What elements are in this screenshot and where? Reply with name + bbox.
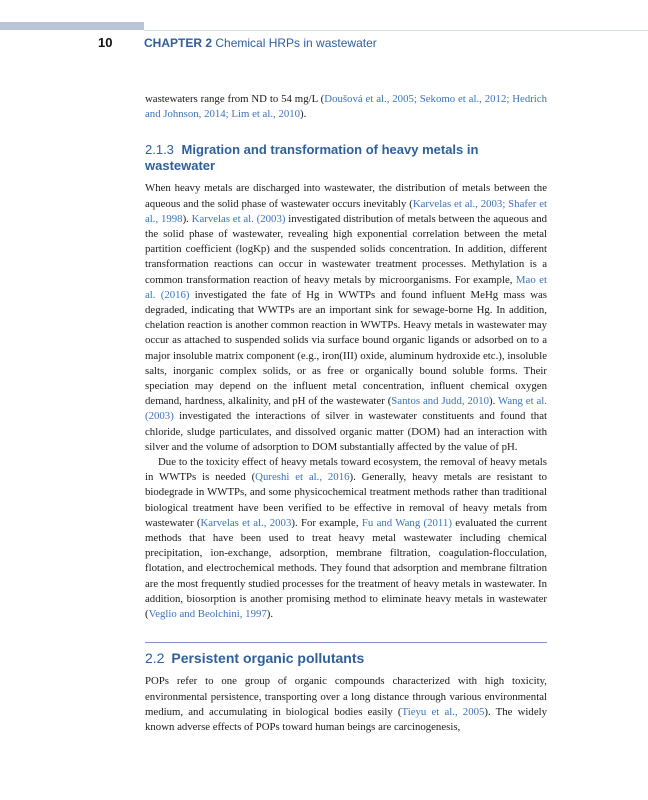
section-heading-2-1-3 (145, 142, 547, 174)
chapter-label: CHAPTER 2 (144, 36, 213, 50)
text-run: ). The widely known adverse effects of POPs toward human beings are carcinogenesis, (145, 705, 548, 733)
header-accent-bar (0, 22, 144, 30)
section-number: 2.1.3 (145, 142, 174, 158)
citation-link[interactable]: Mao et al. (2016) (145, 273, 547, 301)
citation-link[interactable]: Fu and Wang (2011) (361, 516, 452, 529)
text-run: ). For example, (291, 516, 362, 529)
text-run: When heavy metals are discharged into wastewater, the distribution of metals between the aqueous and the solid phase of wastewater occurs inevitably ( (145, 182, 547, 210)
citation-link[interactable]: Veglio and Beolchini, 1997 (148, 608, 267, 621)
page-number: 10 (98, 35, 113, 50)
paragraph (145, 674, 547, 735)
text-run: POPs refer to one group of organic compounds characterized with high toxicity, environmental persistence, transporting over a long distance through various environmental medium, and accumulating in biological bodies easily ( (145, 675, 547, 718)
text-run: investigated distribution of metals between the aqueous and the solid phase of wastewater, revealing high exponential correlation between the metal partition coefficient (logKp) and the suspended solids concentration. In addition, different transformation reactions can occur in wastewater treatment processes. Methylation is a common transformation reaction of heavy metals by microorganisms. For example, (145, 212, 547, 286)
running-head (144, 36, 377, 50)
text-run: investigated the interactions of silver in wastewater constituents and found that chloride, sludge particulates, and dissolved organic matter (DOM) had an interaction with silver and the volume of adsorption to DOM substantially affected by the value of pH. (145, 410, 547, 453)
section-title: Persistent organic pollutants (171, 650, 365, 667)
paragraph (145, 455, 547, 622)
section-title: Migration and transformation of heavy metals in wastewater (145, 142, 479, 174)
text-run: ). (300, 108, 307, 121)
text-run: ). (266, 608, 274, 621)
text-run: ). (489, 395, 498, 408)
citation-link[interactable]: Qureshi et al., 2016 (255, 471, 350, 484)
text-run: evaluated the current methods that have been used to treat heavy metal wastewater including chemical precipitation, ion-exchange, adsorption, membrane filtration, coagulation-flocculation, flotation, and electrochemical methods. They found that adsorption and membrane filtration are the most frequently studied processes for the treatment of heavy metals in wastewater. In addition, biosorption is another promising method to eliminate heavy metals in wastewater ( (145, 516, 547, 621)
text-run: ). Generally, heavy metals are resistant to biodegrade in WWTPs, and some physicochemical treatment methods rather than traditional biological treatment have been verified to be effective in removal of heavy metals from wastewater ( (145, 471, 547, 529)
chapter-title: Chemical HRPs in wastewater (215, 36, 377, 50)
text-run: Due to the toxicity effect of heavy metals toward ecosystem, the removal of heavy metals in WWTPs is needed ( (145, 456, 547, 484)
section-number: 2.2 (145, 650, 165, 667)
paragraph (145, 181, 547, 455)
text-run: wastewaters range from ND to 54 mg/L ( (145, 93, 325, 105)
section-heading-2-2 (145, 649, 547, 667)
citation-link[interactable]: Wang et al. (2003) (145, 395, 547, 423)
citation-link[interactable]: Santos and Judd, 2010 (391, 395, 490, 408)
citation-link[interactable]: Tieyu et al., 2005 (401, 705, 485, 718)
text-run: investigated the fate of Hg in WWTPs and found influent MeHg mass was degraded, indicating that WWTPs are an important sink for sewage-borne Hg. In addition, chelation reaction is another common reaction in WWTPs. Heavy metals in wastewater may occur as attached to suspended solids via surface bound organic ligands or adsorbed on to a major insoluble matrix component (e.g., iron(III) oxide, aluminum hydroxide etc.), insoluble salts, inorganic complex solids, or as free or organically bound soluble forms. Their speciation may depend on the influent metal concentration, influent chemical oxygen demand, hardness, alkalinity, and pH of the wastewater ( (145, 288, 547, 408)
intro-paragraph (145, 92, 547, 122)
text-run: ). (182, 212, 192, 225)
citation-link[interactable]: Karvelas et al., 2003 (200, 516, 292, 529)
citation-link[interactable]: Doušová et al., 2005; Sekomo et al., 2012; Hedrich and Johnson, 2014; Lim et al., 2010 (145, 93, 548, 121)
citation-link[interactable]: Karvelas et al., 2003; Shafer et al., 1998 (145, 197, 547, 225)
citation-link[interactable]: Karvelas et al. (2003) (191, 212, 286, 225)
section-divider (145, 642, 547, 643)
page-body (145, 92, 547, 735)
header-rule (144, 30, 648, 31)
